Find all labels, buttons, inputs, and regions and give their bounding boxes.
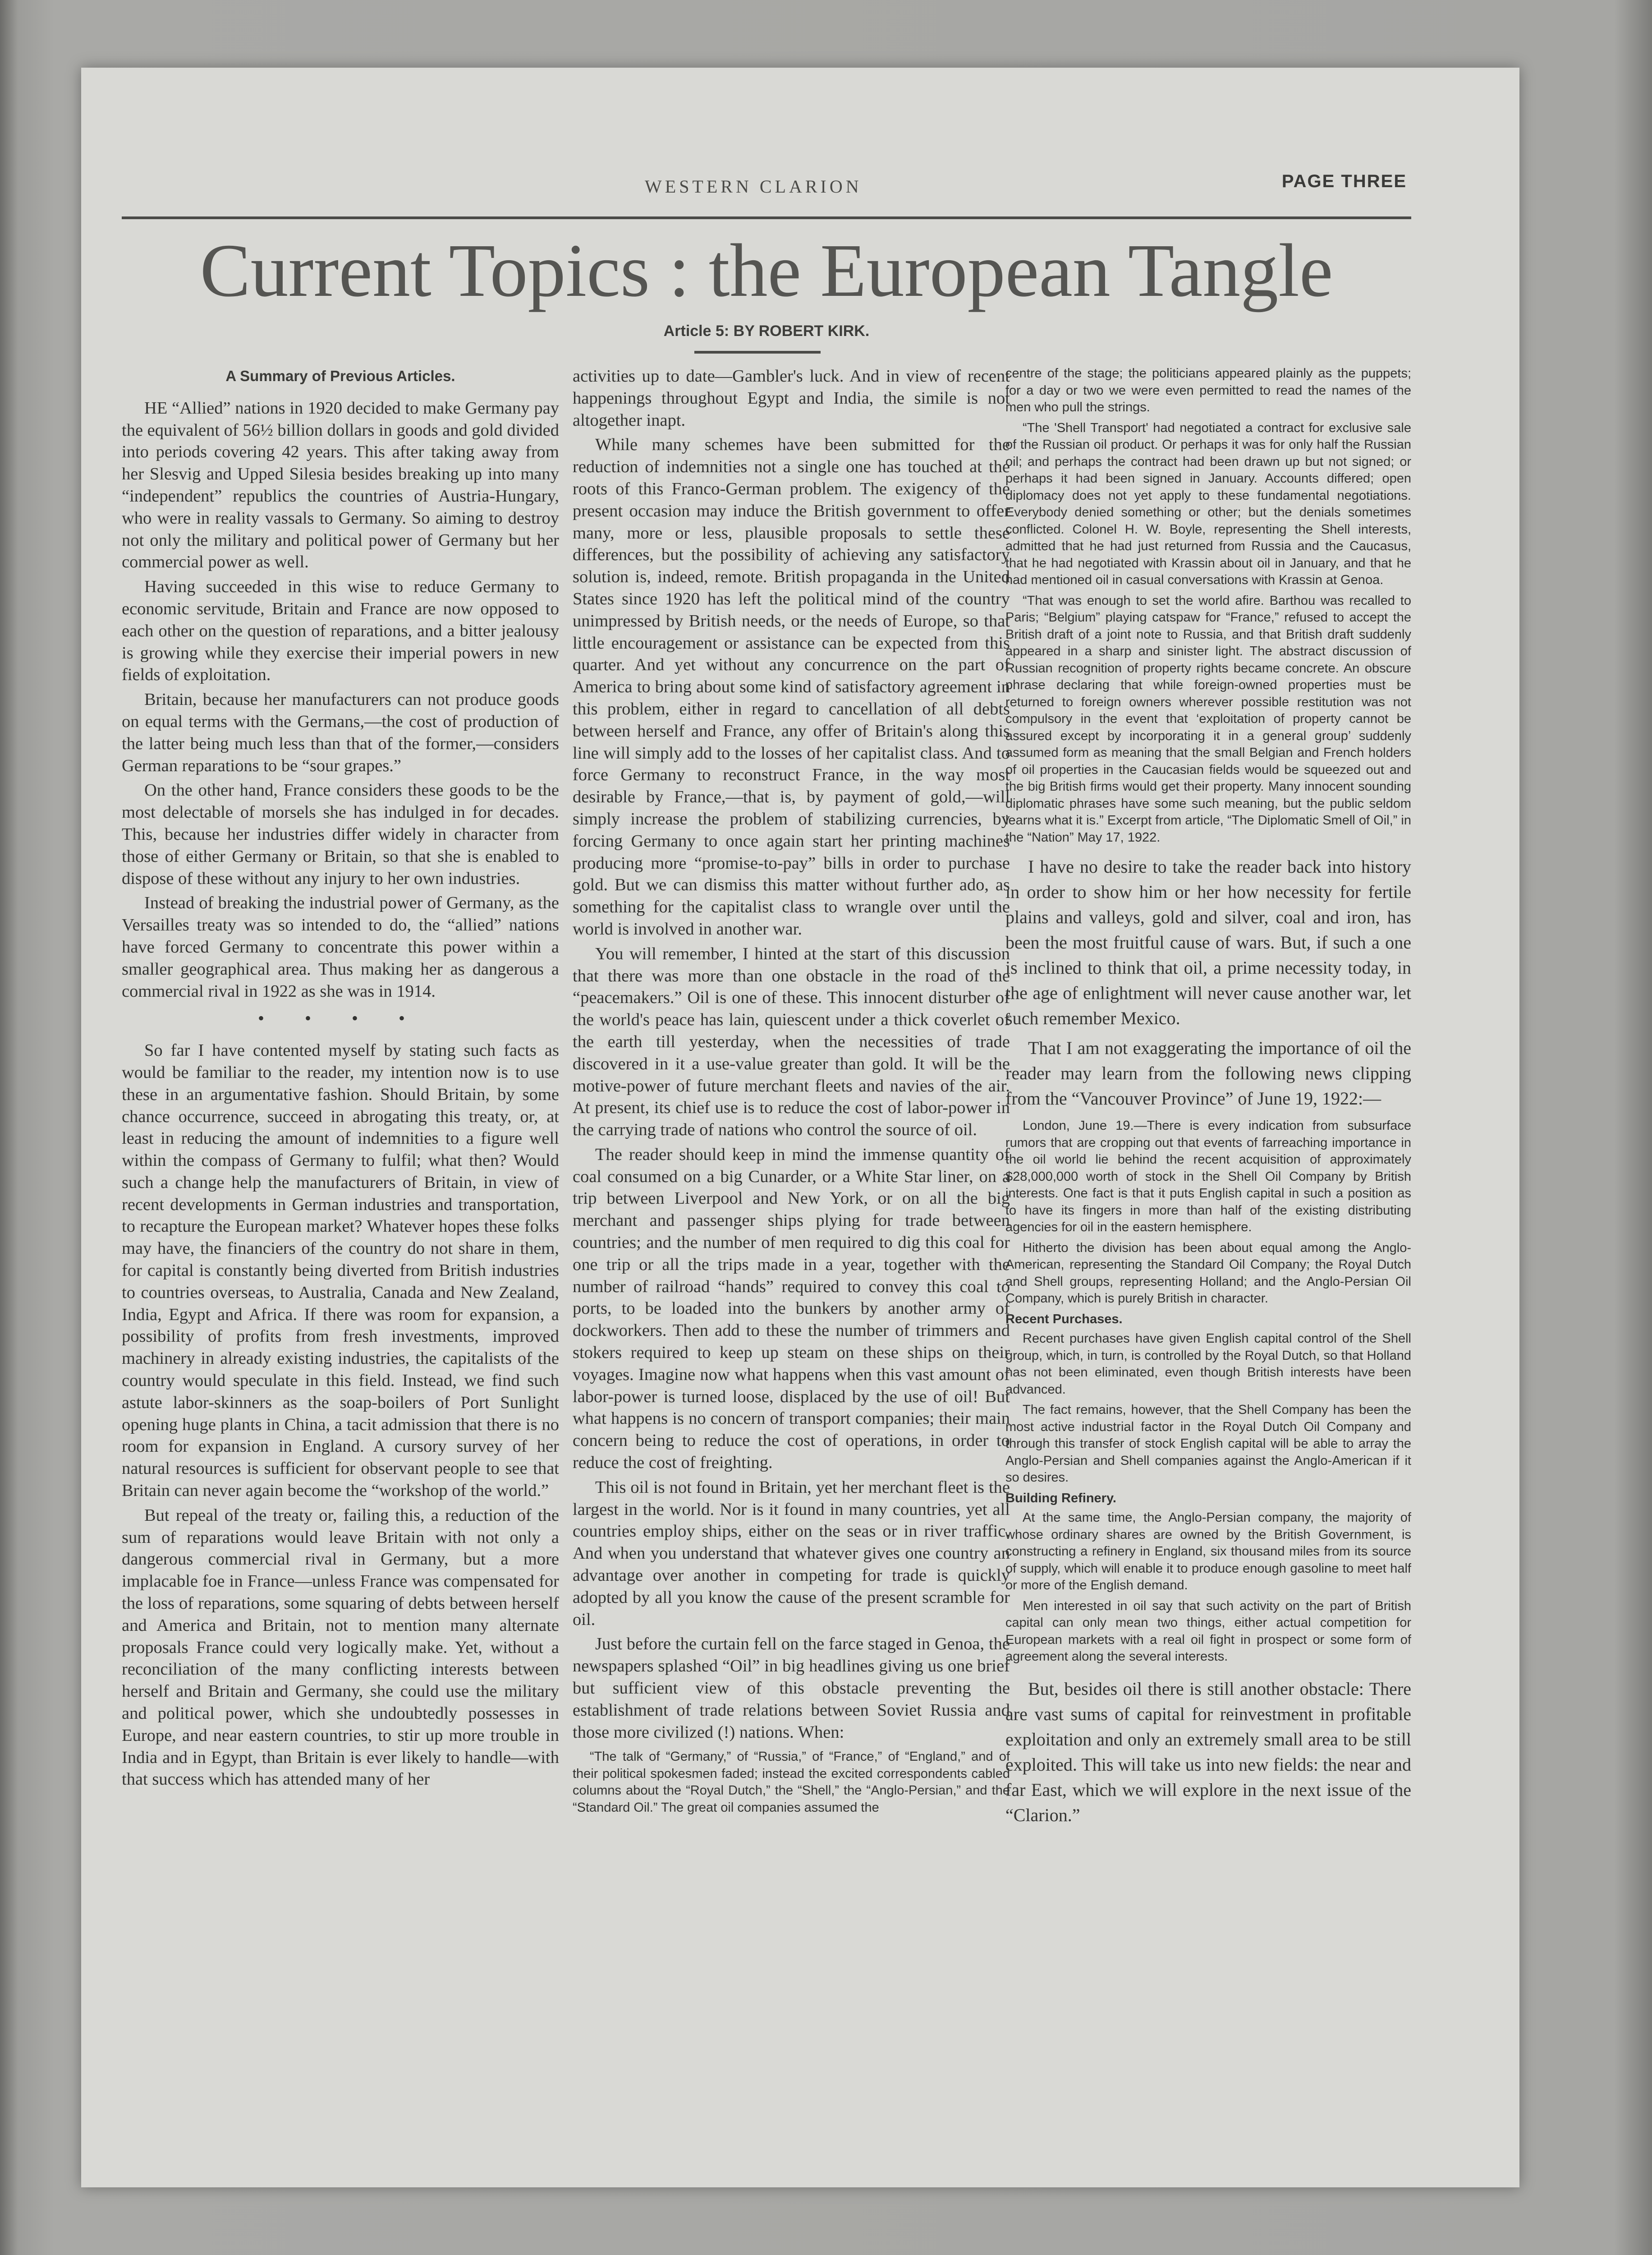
article-headline: Current Topics : the European Tangle (200, 229, 1333, 313)
paragraph: On the other hand, France considers these goods to be the most delectable of morsels she has indulged in for decades. This, because her industries differ widely in character from those of either Germany or Britain, so that she is enabled to dispose of these without any injury to her own industries. (122, 781, 559, 888)
clipping-paragraph: Hitherto the division has been about equal among the Anglo-American, representing the Standard Oil Company; the Royal Dutch and Shell groups, representing Holland; and the Anglo-Persian Oil Company, which is purely British in character. (1005, 1240, 1411, 1306)
section-separator: • • • • (257, 1008, 423, 1029)
column-3 (1005, 365, 1411, 2147)
clipping-paragraph: London, June 19.—There is every indication from subsurface rumors that are cropping out that events of farreaching importance in the oil world lie behind the recent acquisition of approximately $28,000,000 worth of stock in the Shell Oil Company by British interests. One fact is that it puts English capital in such a position as to have its fingers in more than half of the existing distributing agencies for oil in the eastern hemisphere. (1005, 1118, 1411, 1234)
paragraph: Britain, because her manufacturers can not produce goods on equal terms with the Germans,—the cost of production of the latter being much less than that of the former,—considers German reparations to be “sour grapes.” (122, 690, 559, 775)
paragraph: HE “Allied” nations in 1920 decided to make Germany pay the equivalent of 56½ billion dollars in goods and gold divided into periods covering 42 years. This after taking away from her Slesvig and Upped Silesia besides breaking up into many “independent” republics the countries of Austria-Hungary, who were in reality vassals to Germany. So aiming to destroy not only the military and political power of Germany but her commercial power as well. (122, 398, 559, 572)
paragraph: Having succeeded in this wise to reduce Germany to economic servitude, Britain and France are now opposed to each other on the question of reparations, and a bitter jealousy is growing while they exercise their imperial powers in new fields of exploitation. (122, 577, 559, 685)
paragraph: That I am not exaggerating the importance of oil the reader may learn from the following news clipping from the “Vancouver Province” of June 19, 1922:— (1005, 1038, 1411, 1109)
clipping-paragraph: The fact remains, however, that the Shell Company has been the most active industrial factor in the Royal Dutch Oil Company and through this transfer of stock English capital will be able to array the Anglo-Persian and Shell companies against the Anglo-American if it so desires. (1005, 1403, 1411, 1485)
clipping-subhead: Recent Purchases. (1005, 1312, 1123, 1326)
paragraph: This oil is not found in Britain, yet her merchant fleet is the largest in the world. Nor is it found in many countries, yet all countries employ ships, either on the seas or in river traffic. And when you understand that whatever gives one country an advantage over another in competing for trade is quickly adopted by all you know the cause of the present scramble for oil. (573, 1477, 1010, 1629)
newspaper-name: WESTERN CLARION (645, 176, 862, 197)
clipping-paragraph: At the same time, the Anglo-Persian company, the majority of whose ordinary shares are owned by the British Government, is constructing a refinery in England, six thousand miles from its source of supply, which will enable it to produce enough gasoline to meet half or more of the English demand. (1005, 1510, 1411, 1592)
paragraph: But repeal of the treaty or, failing this, a reduction of the sum of reparations would leave Britain with not only a dangerous commercial rival in Germany, but a more implacable foe in France—unless France was compensated for the loss of reparations, some squaring of debts between herself and America and Britain, not to mention many alternate proposals France could very logically make. Yet, without a reconciliation of the many conflicting interests between herself and Britain and Germany, she could use the military and political power, which she undoubtedly possesses in Europe, and near eastern countries, to stir up more trouble in India and in Egypt, than Britain is ever likely to handle—with that success which has attended many of her (122, 1505, 559, 1789)
body-text (1005, 854, 1411, 1111)
column-2 (573, 365, 1010, 2147)
closing-text (1005, 1676, 1411, 1828)
article-byline: Article 5: BY ROBERT KIRK. (663, 322, 870, 340)
quote-paragraph: “The talk of “Germany,” of “Russia,” of “France,” of “England,” and of their political spokesmen faded; instead the excited correspondents cabled columns about the “Royal Dutch,” the “Shell,” the “Anglo-Persian,” and the “Standard Oil.” The great oil companies assumed the (573, 1749, 1010, 1815)
paragraph: activities up to date—Gambler's luck. And in view of recent happenings throughout Egypt and India, the simile is not altogether inapt. (573, 367, 1010, 430)
column-subhead: A Summary of Previous Articles. (225, 368, 455, 384)
masthead (122, 171, 1411, 207)
quote-paragraph: “The 'Shell Transport' had negotiated a contract for exclusive sale of the Russian oil product. Or perhaps it was for only half the Russian oil; and perhaps the contract had been drawn up but not signed; or perhaps it had been signed in January. Accounts differed; open diplomacy does not yet apply to these fundamental negotiations. Everybody denied something or other; but the denials sometimes conflicted. Colonel H. W. Boyle, representing the Shell interests, admitted that he had just returned from Russia and the Caucasus, that he had negotiated with Krassin about oil in January, and that he had mentioned oil in casual conversations with Krassin at Genoa. (1005, 420, 1411, 587)
paragraph: Instead of breaking the industrial power of Germany, as the Versailles treaty was so intended to do, the “allied” nations have forced Germany to concentrate this power within a smaller geographical area. Thus making her as dangerous a commercial rival in 1922 as she was in 1914. (122, 893, 559, 1001)
clipping-paragraph: Men interested in oil say that such activity on the part of British capital can only mean two things, either actual competition for European markets with a real oil fight in prospect or some form of agreement along the several interests. (1005, 1598, 1411, 1664)
byline-rule (694, 351, 821, 354)
clipping-subhead: Building Refinery. (1005, 1491, 1116, 1505)
page-number-label: PAGE THREE (1281, 171, 1407, 191)
paragraph: While many schemes have been submitted for the reduction of indemnities not a single one has touched at the roots of this Franco-German problem. The exigency of the present occasion may induce the British government to offer many, more or less, plausible proposals to settle these differences, but the possibility of achieving any satisfactory solution is, indeed, remote. British propaganda in the United States since 1920 has left the political mind of the country unimpressed by British needs, or the needs of Europe, so that little encouragement or assistance can be expected from this quarter. And yet without any concurrence on the part of America to bring about some kind of satisfactory agreement in this problem, either in regard to cancellation of all debts between herself and France, any offer of Britain's along this line will simply add to the losses of her capitalist class. And to force Germany to reconstruct France, in the way most desirable by France,—that is, by payment of gold,—will simply increase the problem of stabilizing currencies, by forcing Germany to once again start her printing machines producing more “promise-to-pay” bills in order to purchase gold. But we can dismiss this matter without further ado, as something for the capitalist class to wrangle over until the world is involved in another war. (573, 435, 1010, 939)
masthead-rule (122, 216, 1411, 219)
paragraph: So far I have contented myself by stating such facts as would be familiar to the reader, my intention now is to use these in an argumentative fashion. Should Britain, by some chance occurrence, succeed in abrogating this treaty, or, at least in reducing the amount of indemnities to a figure well within the compass of Germany to fulfil; what then? Would such a change help the manufacturers of Britain, in view of recent developments in German industries and transportation, to recapture the European market? Whatever hopes these folks may have, the financiers of the country do not share in them, for capital is constantly being diverted from British industries to countries overseas, to Australia, Canada and New Zealand, India, Egypt and Africa. If there was room for expansion, a possibility of profits from fresh investments, improved machinery in already existing industries, the capitalists of the country would speculate in this field. Instead, we find such astute labor-skinners as the soap-boilers of Port Sunlight opening huge plants in China, a tacit admission that there is no room for expansion in England. A cursory survey of her natural resources is sufficient for observant people to see that Britain can never again become the “workshop of the world.” (122, 1041, 559, 1500)
clipping-paragraph: Recent purchases have given English capital control of the Shell group, which, in turn, is controlled by the Royal Dutch, so that Holland has not been eliminated, even though British interests have been advanced. (1005, 1331, 1411, 1397)
paragraph: But, besides oil there is still another obstacle: There are vast sums of capital for reinvestment in profitable exploitation and only an extremely small area to be still exploited. This will take us into new fields: the near and far East, which we will explore in the next issue of the “Clarion.” (1005, 1678, 1411, 1825)
paragraph: You will remember, I hinted at the start of this discussion that there was more than one obstacle in the road of the “peacemakers.” Oil is one of these. This innocent disturber of the world's peace has lain, quiescent under a thick coverlet of the earth till yesterday, when the necessities of trade discovered in it a use-value greater than gold. It will be the motive-power of future merchant fleets and navies of the air. At present, its chief use is to reduce the cost of labor-power in the carrying trade of nations who control the source of oil. (573, 944, 1010, 1140)
paragraph: Just before the curtain fell on the farce staged in Genoa, the newspapers splashed “Oil” in big headlines giving us one brief but sufficient view of this obstacle preventing the establishment of trade relations between Soviet Russia and those more civilized (!) nations. When: (573, 1634, 1010, 1742)
paragraph: I have no desire to take the reader back into history in order to show him or her how necessity for fertile plains and valleys, gold and silver, coal and iron, has been the most fruitful cause of wars. But, if such a one is inclined to think that oil, a prime necessity today, in the age of enlightment will never cause another war, let such remember Mexico. (1005, 856, 1411, 1028)
page-content (122, 167, 1411, 2151)
quoted-excerpt (573, 1749, 1010, 1816)
quote-paragraph: centre of the stage; the politicians appeared plainly as the puppets; for a day or two we were even permitted to read the names of the men who pull the strings. (1005, 366, 1411, 414)
quote-paragraph: “That was enough to set the world afire. Barthou was recalled to Paris; “Belgium” playing catspaw for “France,” refused to accept the British draft of a joint note to Russia, and that British draft suddenly appeared in a sharp and sinister light. The abstract discussion of Russian recognition of property rights became concrete. An obscure phrase declaring that while foreign-owned properties must be returned to foreign owners wherever possible restitution was not compulsory in the event that ‘exploitation of property cannot be assured except by incorporating it in a general group’ suddenly assumed form as meaning that the small Belgian and French holders of oil properties in the Caucasian fields would be squeezed out and the big British firms would get their property. Many innocent sounding diplomatic phrases have some such meaning, but the public seldom learns what it is.” Excerpt from article, “The Diplomatic Smell of Oil,” in the “Nation” May 17, 1922. (1005, 593, 1411, 845)
paragraph: The reader should keep in mind the immense quantity of coal consumed on a big Cunarder, or a White Star liner, on a trip between Liverpool and New York, or on all the big merchant and passenger ships plying for trade between countries; and the number of men required to dig this coal for one trip or all the trips made in a year, together with the number of railroad “hands” required to convey this coal to ports, to be loaded into the bunkers by another army of dockworkers. Then add to these the number of trimmers and stokers required to keep up steam on these ships on their voyages. Imagine now what happens when this vast amount of labor-power is turned loose, displaced by the use of oil! But what happens is no concern of transport companies; their main concern being to reduce the cost of operations, in order to reduce the cost of freighting. (573, 1145, 1010, 1473)
column-1 (122, 365, 559, 2147)
news-clipping (1005, 1118, 1411, 1666)
quoted-excerpt-continued (1005, 365, 1411, 846)
